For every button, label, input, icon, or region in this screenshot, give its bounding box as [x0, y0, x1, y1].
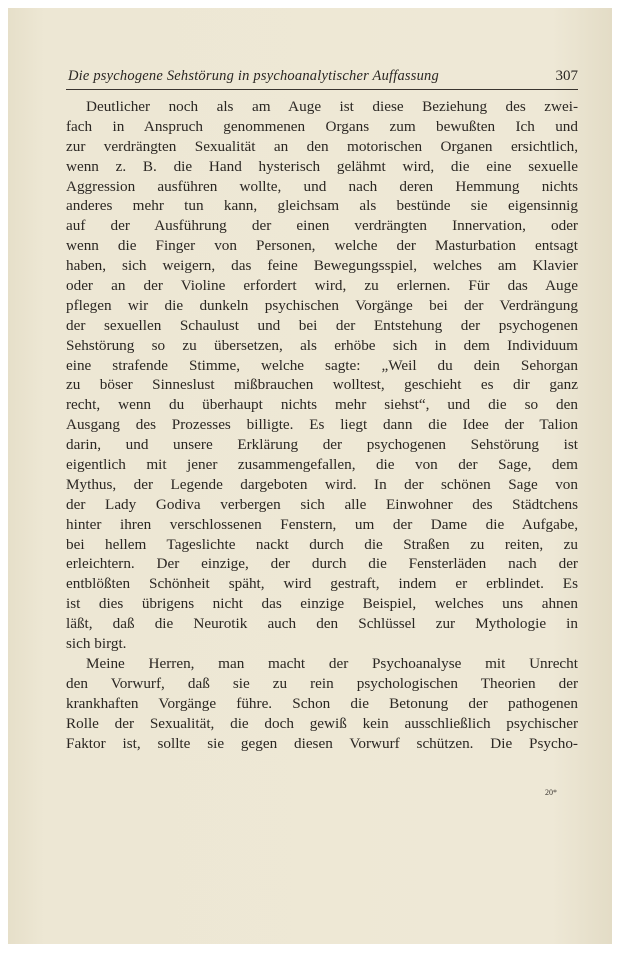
running-title: Die psychogene Sehstörung in psychoanalytischer Auffassung: [68, 68, 439, 84]
body-text: [66, 97, 578, 753]
text-line: eigentlich mit jener zusammengefallen, die von der Sage, dem: [66, 456, 578, 474]
text-line: hinter ihren verschlossenen Fenstern, um der Dame die Aufgabe,: [66, 515, 578, 533]
text-line: erleichtern. Der einzige, der durch die Fensterläden nach der: [66, 555, 578, 573]
header-rule: [66, 89, 578, 90]
text-line: den Vorwurf, daß sie zu rein psychologischen Theorien der: [66, 674, 578, 692]
text-line: der Lady Godiva verbergen sich alle Einwohner des Städtchens: [66, 495, 578, 513]
text-line: wenn z. B. die Hand hysterisch gelähmt wird, die eine sexuelle: [66, 157, 578, 175]
text-line: haben, sich weigern, das feine Bewegungsspiel, welches am Klavier: [66, 257, 578, 275]
text-line: Rolle der Sexualität, die doch gewiß kein ausschließlich psychischer: [66, 714, 578, 732]
text-line: Aggression ausführen wollte, und nach deren Hemmung nichts: [66, 177, 578, 195]
text-line: oder an der Violine erfordert wird, zu erlernen. Für das Auge: [66, 277, 578, 295]
text-line: zur verdrängten Sexualität an den motorischen Organen ersichtlich,: [66, 137, 578, 155]
text-line: Meine Herren, man macht der Psychoanalyse mit Unrecht: [86, 654, 578, 672]
text-line: eine strafende Stimme, welche sagte: „Weil du dein Sehorgan: [66, 356, 578, 374]
text-line: zu böser Sinneslust mißbrauchen wolltest, geschieht es dir ganz: [66, 376, 578, 394]
text-line: sich birgt.: [66, 635, 127, 653]
text-line: ist dies übrigens nicht das einzige Beispiel, welches uns ahnen: [66, 595, 578, 613]
text-line: krankhaften Vorgänge führe. Schon die Betonung der pathogenen: [66, 694, 578, 712]
text-line: Deutlicher noch als am Auge ist diese Beziehung des zwei-: [86, 98, 578, 115]
text-line: wenn die Finger von Personen, welche der Masturbation entsagt: [66, 237, 578, 255]
text-line: Ausgang des Prozesses billigte. Es liegt dann die Idee der Talion: [66, 416, 578, 434]
text-line: darin, und unsere Erklärung der psychogenen Sehstörung ist: [66, 436, 578, 454]
text-line: entblößten Schönheit späht, wird gestraft, indem er erblindet. Es: [66, 575, 578, 593]
running-header: [66, 66, 578, 88]
text-line: läßt, daß die Neurotik auch den Schlüssel zur Mythologie in: [66, 615, 578, 633]
text-line: bei hellem Tageslichte nackt durch die Straßen zu reiten, zu: [66, 535, 578, 553]
text-line: der sexuellen Schaulust und bei der Entstehung der psychogenen: [66, 316, 578, 334]
signature-mark: 20*: [545, 788, 557, 797]
text-line: auf der Ausführung der einen verdrängten Innervation, oder: [66, 217, 578, 235]
page-number: 307: [555, 68, 578, 84]
text-line: anderes mehr tun kann, gleichsam als bestünde sie eigensinnig: [66, 197, 578, 215]
text-line: fach in Anspruch genommenen Organs zum bewußten Ich und: [66, 117, 578, 135]
text-line: recht, wenn du überhaupt nichts mehr siehst“, und die so den: [66, 396, 578, 414]
text-line: Sehstörung so zu übersetzen, als erhöbe sich in dem Individuum: [66, 336, 578, 354]
text-line: Faktor ist, sollte sie gegen diesen Vorwurf schützen. Die Psycho-: [66, 734, 578, 752]
text-line: pflegen wir die dunkeln psychischen Vorgänge bei der Verdrängung: [66, 296, 578, 314]
text-line: Mythus, der Legende dargeboten wird. In der schönen Sage von: [66, 475, 578, 493]
